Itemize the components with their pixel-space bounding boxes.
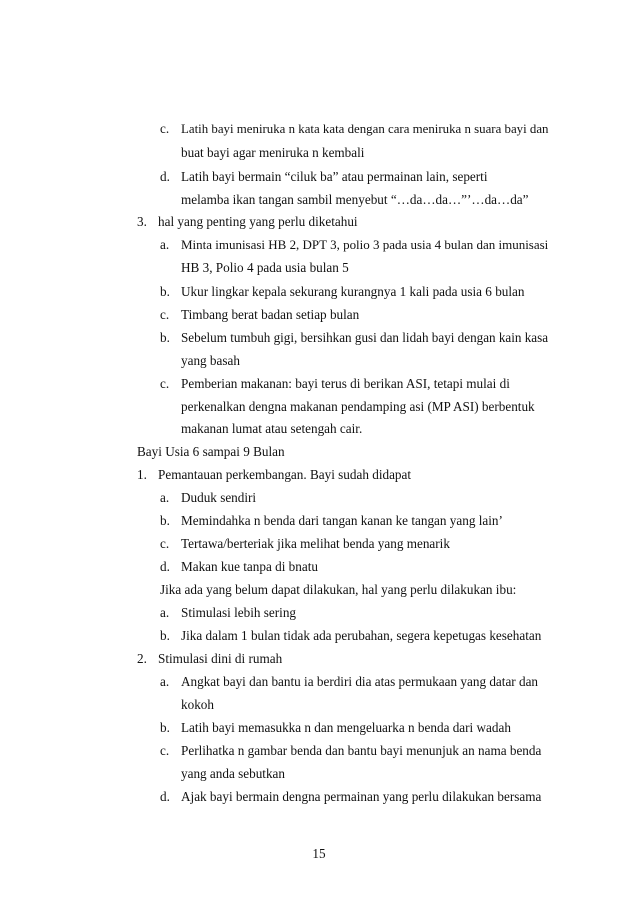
list-text: Latih bayi bermain “ciluk ba” atau permainan lain, seperti <box>181 169 488 184</box>
list-marker: d. <box>160 789 170 804</box>
list-text: Duduk sendiri <box>181 490 257 505</box>
list-text: Memindahka n benda dari tangan kanan ke tangan yang lain’ <box>181 513 503 528</box>
list-marker: b. <box>160 513 170 528</box>
list-marker: a. <box>160 674 170 689</box>
list-text: hal yang penting yang perlu diketahui <box>158 214 358 229</box>
list-marker: c. <box>160 536 170 551</box>
list-marker: c. <box>160 376 170 391</box>
list-text: perkenalkan dengna makanan pendamping asi (MP ASI) berbentuk <box>181 399 535 414</box>
list-text: Ukur lingkar kepala sekurang kurangnya 1 kali pada usia 6 bulan <box>181 284 525 299</box>
list-marker: 1. <box>137 467 147 482</box>
list-marker: b. <box>160 284 170 299</box>
list-text: HB 3, Polio 4 pada usia bulan 5 <box>181 260 349 275</box>
list-marker: c. <box>160 307 170 322</box>
list-text: makanan lumat atau setengah cair. <box>181 421 363 436</box>
list-text: yang anda sebutkan <box>181 766 285 781</box>
list-text: Stimulasi dini di rumah <box>158 651 283 666</box>
list-marker: 2. <box>137 651 147 666</box>
list-marker: c. <box>160 121 170 136</box>
list-marker: d. <box>160 169 170 184</box>
list-marker: b. <box>160 330 170 345</box>
list-text: buat bayi agar meniruka n kembali <box>181 145 365 160</box>
list-marker: a. <box>160 490 170 505</box>
list-text: Stimulasi lebih sering <box>181 605 297 620</box>
list-text: Latih bayi memasukka n dan mengeluarka n benda dari wadah <box>181 720 511 735</box>
list-text: Tertawa/berteriak jika melihat benda yang menarik <box>181 536 450 551</box>
list-text: melamba ikan tangan sambil menyebut “…da…da…”’…da…da” <box>181 192 529 207</box>
list-text: Angkat bayi dan bantu ia berdiri dia atas permukaan yang datar dan <box>181 674 539 689</box>
list-marker: c. <box>160 743 170 758</box>
list-text: Pemberian makanan: bayi terus di berikan ASI, tetapi mulai di <box>181 376 510 391</box>
list-marker: 3. <box>137 214 147 229</box>
list-text: Sebelum tumbuh gigi, bersihkan gusi dan lidah bayi dengan kain kasa <box>181 330 549 345</box>
list-text: yang basah <box>181 353 240 368</box>
list-marker: a. <box>160 237 170 252</box>
list-text: Minta imunisasi HB 2, DPT 3, polio 3 pada usia 4 bulan dan imunisasi <box>181 237 549 252</box>
page-number: 15 <box>312 846 326 861</box>
list-marker: b. <box>160 628 170 643</box>
list-marker: a. <box>160 605 170 620</box>
list-text: Makan kue tanpa di bnatu <box>181 559 318 574</box>
list-text: Timbang berat badan setiap bulan <box>181 307 360 322</box>
list-text: Jika dalam 1 bulan tidak ada perubahan, segera kepetugas kesehatan <box>181 628 542 643</box>
list-marker: d. <box>160 559 170 574</box>
paragraph-text: Jika ada yang belum dapat dilakukan, hal yang perlu dilakukan ibu: <box>160 582 517 597</box>
section-heading-text: Bayi Usia 6 sampai 9 Bulan <box>137 444 285 459</box>
list-text: Latih bayi meniruka n kata kata dengan cara meniruka n suara bayi dan <box>181 122 549 136</box>
list-marker: b. <box>160 720 170 735</box>
list-text: Pemantauan perkembangan. Bayi sudah didapat <box>158 467 412 482</box>
list-text: kokoh <box>181 697 214 712</box>
list-text: Perlihatka n gambar benda dan bantu bayi menunjuk an nama benda <box>181 743 542 758</box>
list-text: Ajak bayi bermain dengna permainan yang perlu dilakukan bersama <box>181 789 542 804</box>
